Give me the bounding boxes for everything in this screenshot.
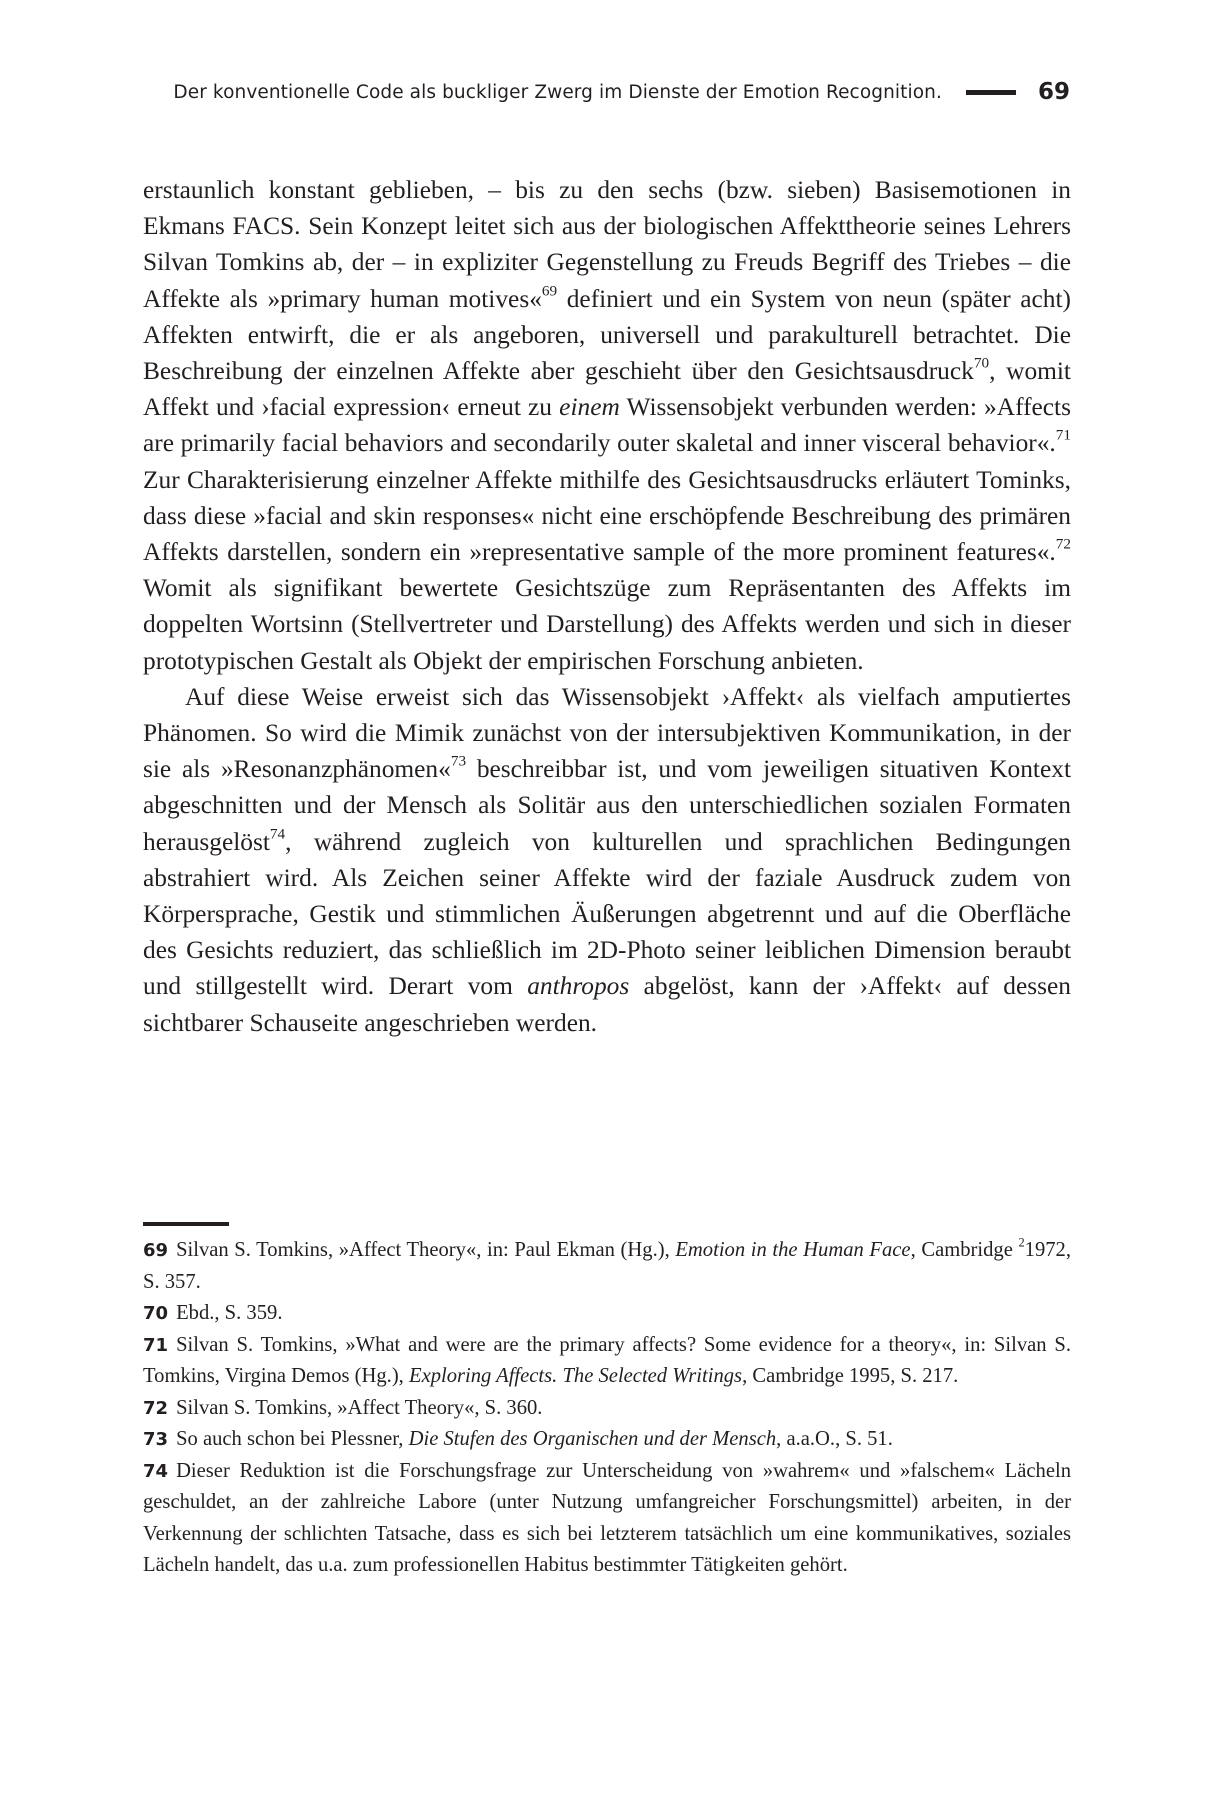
text-span: So auch schon bei Plessner,	[176, 1428, 409, 1450]
footnote-69	[143, 1235, 1071, 1298]
edition-superscript: 2	[1018, 1235, 1025, 1250]
footnote-ref-69: 69	[541, 282, 558, 300]
text-span: abgelöst, kann der ›Affekt‹ auf dessen sichtbarer Schauseite angeschrieben werden.	[143, 972, 1071, 1037]
header-rule	[966, 90, 1016, 95]
main-text	[143, 172, 1071, 1041]
footnote-ref-72: 72	[1055, 535, 1071, 553]
page-number: 69	[1037, 79, 1070, 105]
footnote-71	[143, 1330, 1071, 1393]
text-span: , Cambridge 1995, S. 217.	[742, 1365, 959, 1387]
text-span: definiert und ein System von neun (später acht) Affekten entwirft, die er als angeboren, universell und parakulturell betrachtet. Die Beschreibung der einzelnen Affekte aber geschieht über den Gesichtsausdruck	[143, 284, 1071, 386]
running-title: Der konventionelle Code als buckliger Zwerg im Dienste der Emotion Recognition.	[173, 81, 942, 103]
footnote-73	[143, 1424, 1071, 1456]
text-span: Silvan S. Tomkins, »Affect Theory«, S. 360.	[176, 1396, 543, 1419]
footnote-74	[143, 1456, 1071, 1582]
footnote-number: 72	[143, 1397, 169, 1419]
text-span: Silvan S. Tomkins, »What and were are the primary affects? Some evidence for a theory«, in: Silvan S. Tomkins, Virgina Demos (Hg.),	[143, 1333, 1071, 1387]
footnote-ref-70: 70	[973, 354, 990, 372]
footnote-number: 73	[143, 1429, 169, 1450]
title-italic: Emotion in the Human Face	[675, 1239, 911, 1261]
emphasis: anthropos	[527, 972, 630, 1001]
text-span: Ebd., S. 359.	[176, 1302, 283, 1324]
running-header	[166, 72, 1070, 112]
title-italic: Die Stufen des Organischen und der Mensch	[408, 1428, 777, 1450]
footnote-ref-74: 74	[269, 825, 286, 843]
footnote-ref-71: 71	[1055, 427, 1071, 444]
text-span: beschreibbar ist, und vom jeweiligen situativen Kontext abgeschnitten und der Mensch als Solitär aus den unterschiedlichen sozialen Formaten herausgelöst	[143, 755, 1071, 856]
footnote-number: 69	[143, 1240, 169, 1261]
title-italic: Exploring Affects. The Selected Writings	[408, 1365, 743, 1387]
text-span: 1972, S. 357.	[143, 1239, 1071, 1293]
text-span: Dieser Reduktion ist die Forschungsfrage zur Unterscheidung von »wahrem« und »falschem« Lächeln geschuldet, an der zahlreiche Labore (unter Nutzung umfangreicher Forschungsmittel) arbeiten, in der Verkennung der schlichten Tatsache, dass es sich bei letzterem tatsächlich um eine kommunikatives, soziales Lächeln handelt, das u.a. zum professionellen Habitus bestimmter Tätigkeiten gehört.	[143, 1459, 1071, 1576]
footnote-rule	[143, 1222, 229, 1226]
text-span: Womit als signifikant bewertete Gesichtszüge zum Repräsentanten des Affekts im doppelten Wortsinn (Stellvertreter und Darstellung) des Affekts werden und sich in dieser prototypischen Gestalt als Objekt der empirischen Forschung anbieten.	[143, 574, 1071, 675]
text-span: Zur Charakterisierung einzelner Affekte mithilfe des Gesichtsausdrucks erläutert Tominks, dass diese »facial and skin responses« nicht eine erschöpfende Beschreibung des primären Affekts darstellen, sondern ein »representative sample of the more prominent features«.	[143, 465, 1071, 567]
text-span: Wissensobjekt verbunden werden: »Affects are primarily facial behaviors and secondarily outer skaletal and inner visceral behavior«.	[143, 393, 1071, 458]
text-span: , während zugleich von kulturellen und sprachlichen Bedingungen abstrahiert wird. Als Zeichen seiner Affekte wird der faziale Ausdruck zudem von Körpersprache, Gestik und stimmlichen Äußerungen abgetrennt und auf die Oberfläche des Gesichts reduziert, das schließlich im 2D-Photo seiner leiblichen Dimension beraubt und stillgestellt wird. Derart vom	[143, 827, 1071, 1001]
footnote-72	[143, 1393, 1071, 1425]
text-span: , a.a.O., S. 51.	[776, 1428, 893, 1450]
paragraph-2	[143, 679, 1071, 1041]
paragraph-1	[143, 172, 1071, 679]
text-span: Auf diese Weise erweist sich das Wissensobjekt ›Affekt‹ als vielfach amputiertes Phänomen. So wird die Mimik zunächst von der intersubjektiven Kommunikation, in der sie als »Resonanzphänomen«	[143, 682, 1071, 784]
footnote-70	[143, 1298, 1071, 1330]
footnote-number: 70	[143, 1303, 169, 1324]
footnotes	[143, 1235, 1071, 1582]
text-span: , womit Affekt und ›facial expression‹ erneut zu	[143, 357, 1071, 422]
footnote-number: 74	[143, 1460, 169, 1482]
emphasis: einem	[559, 393, 620, 422]
footnote-ref-73: 73	[450, 752, 467, 770]
text-span: , Cambridge	[910, 1239, 1019, 1261]
text-span: erstaunlich konstant geblieben, – bis zu den sechs (bzw. sieben) Basisemotionen in Ekmans FACS. Sein Konzept leitet sich aus der biologischen Affekttheorie seines Lehrers Silvan Tomkins ab, der – in expliziter Gegenstellung zu Freuds Begriff des Triebes – die Affekte als »primary human motives«	[143, 176, 1071, 313]
footnote-number: 71	[143, 1334, 169, 1356]
text-span: Silvan S. Tomkins, »Affect Theory«, in: Paul Ekman (Hg.),	[176, 1239, 676, 1261]
